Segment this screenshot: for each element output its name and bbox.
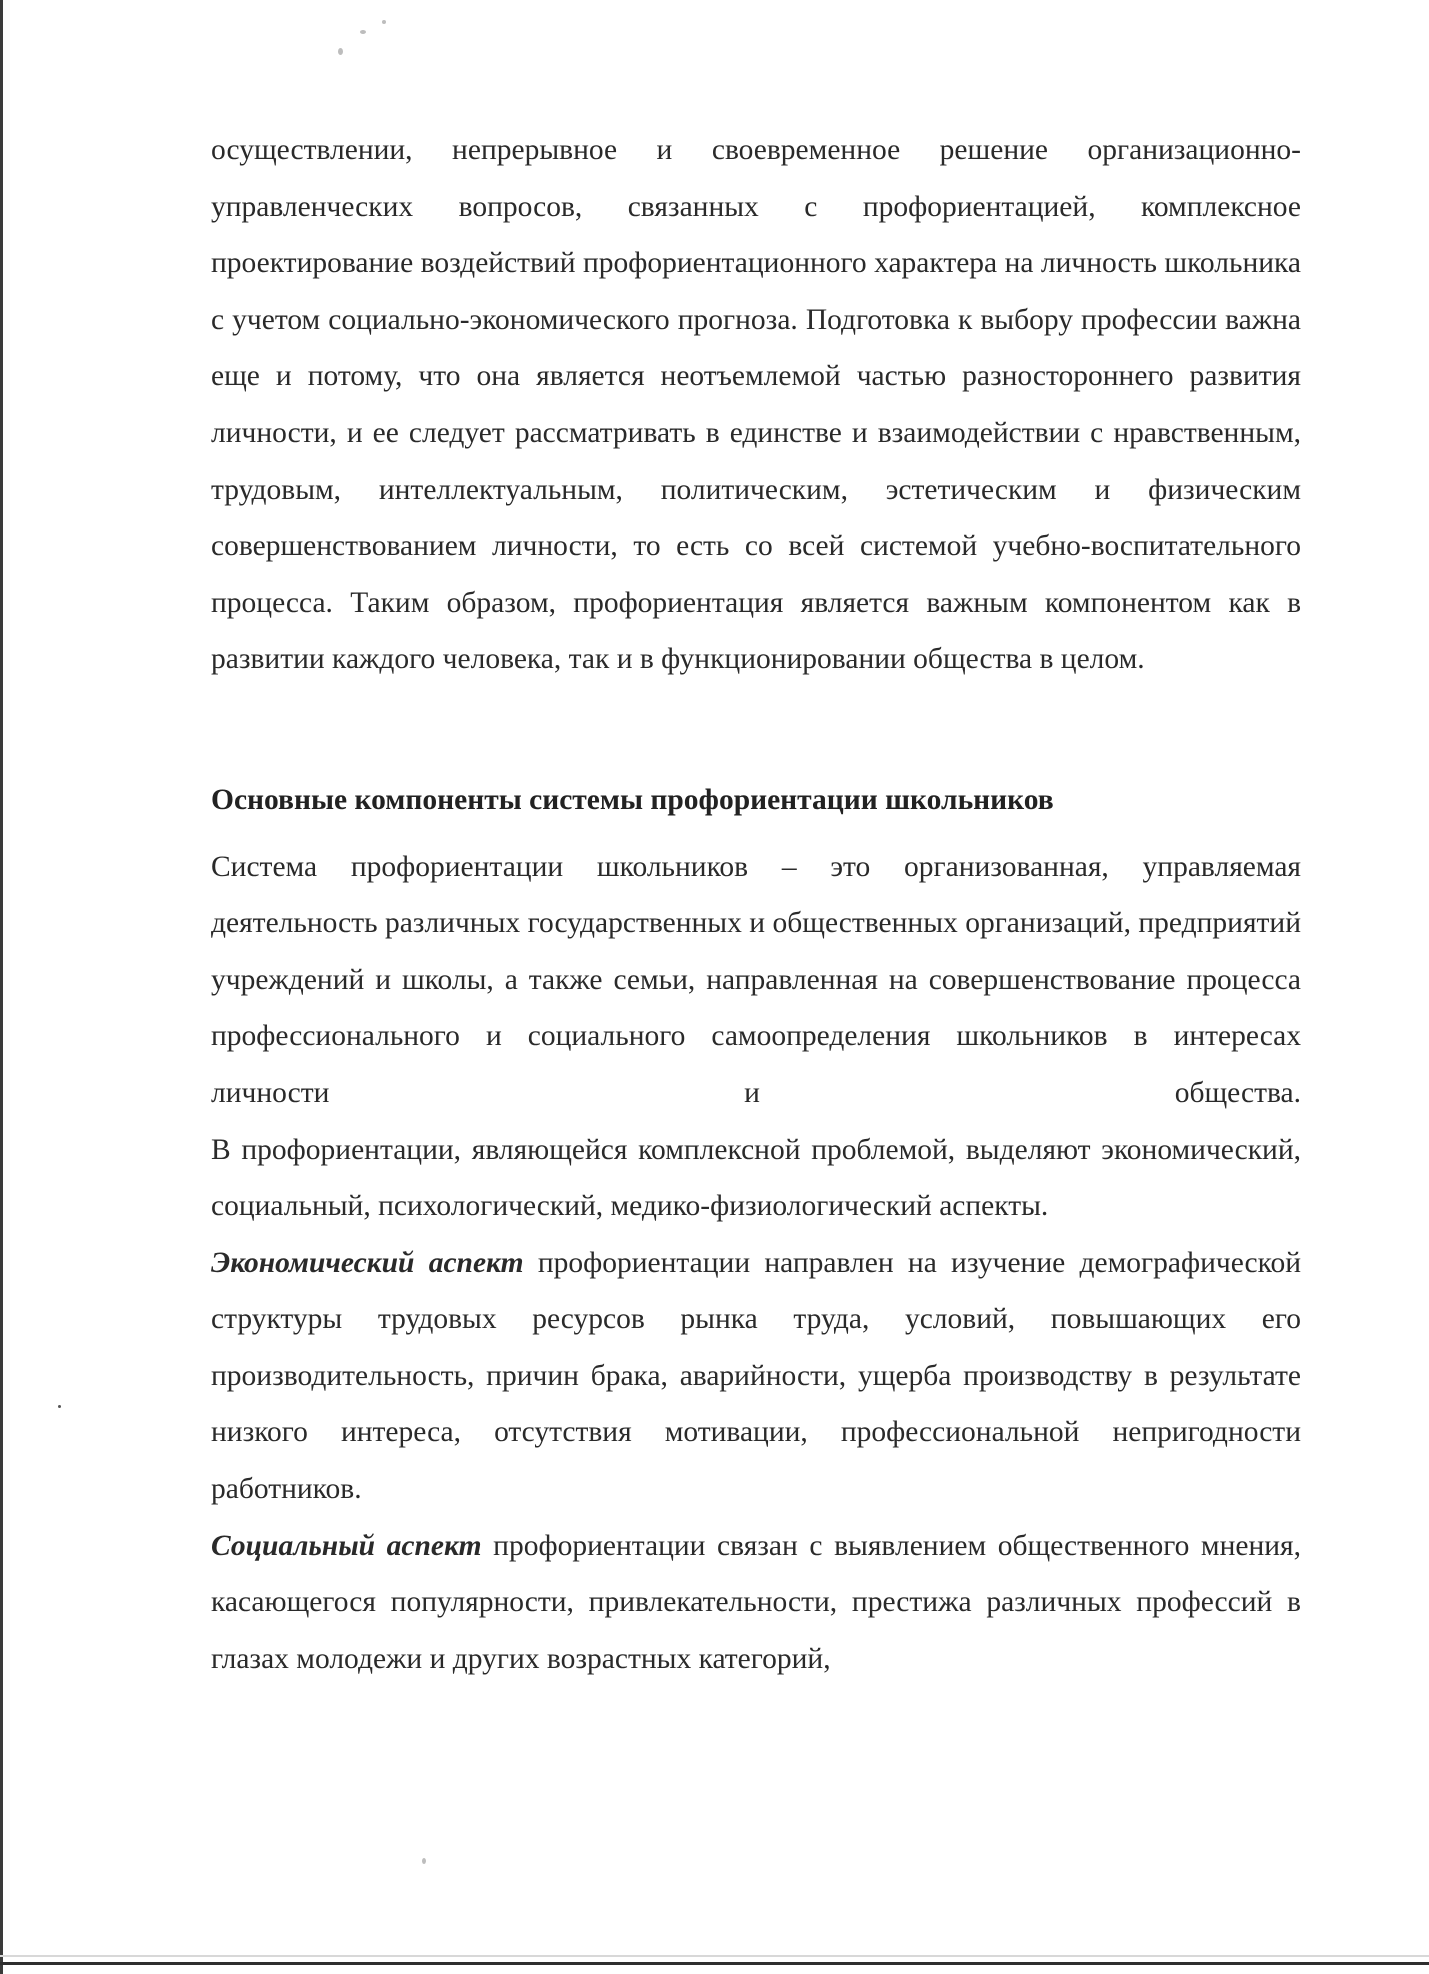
scan-edge-left (0, 0, 3, 1974)
scan-speck (360, 30, 366, 34)
system-paragraph-part1: Система профориентации школьников – это организованная, управляемая деятельность различных государственных и общественных организаций, предприятий учреждений и школы, а также семьи, направленная на совершенствование процесса профессионального и социального самоопределения школьников в интересах личности и общества. (211, 850, 1301, 1109)
social-aspect-text: профориентации связан с выявлением общественного мнения, касающегося популярности, привлекательности, престижа различных профессий в глазах молодежи и других возрастных категорий, (211, 1529, 1302, 1675)
scan-speck (58, 1405, 61, 1408)
system-paragraph-part2: В профориентации, являющейся комплексной проблемой, выделяют экономический, социальный, психологический, медико-физиологический аспекты. (211, 1133, 1301, 1223)
page-content (211, 122, 1301, 1687)
section-heading: Основные компоненты системы профориентации школьников (211, 783, 1054, 816)
economic-aspect-term: Экономический аспект (211, 1246, 524, 1279)
economic-aspect-paragraph (211, 1235, 1301, 1518)
scan-speck (338, 48, 343, 55)
scan-speck (382, 20, 386, 24)
scan-edge-bottom-shadow (0, 1955, 1429, 1957)
social-aspect-term: Социальный аспект (211, 1529, 482, 1562)
economic-aspect-text: профориентации направлен на изучение демографической структуры трудовых ресурсов рынка труда, условий, повышающих его производительность, причин брака, аварийности, ущерба производству в результате низкого интереса, отсутствия мотивации, профессиональной непригодности работников. (211, 1246, 1301, 1506)
economic-aspect-line (211, 1235, 1301, 1518)
system-paragraph (211, 839, 1301, 1235)
scan-edge-bottom (0, 1962, 1429, 1965)
social-aspect-paragraph (211, 1518, 1301, 1688)
intro-paragraph: осуществлении, непрерывное и своевременное решение организационно-управленческих вопросов, связанных с профориентацией, комплексное проектирование воздействий профориентационного характера на личность школьника с учетом социально-экономического прогноза. Подготовка к выбору профессии важна еще и потому, что она является неотъемлемой частью разностороннего развития личности, и ее следует рассматривать в единстве и взаимодействии с нравственным, трудовым, интеллектуальным, политическим, эстетическим и физическим совершенствованием личности, то есть со всей системой учебно-воспитательного процесса. Таким образом, профориентация является важным компонентом как в развитии каждого человека, так и в функционировании общества в целом. (211, 134, 1301, 676)
scan-speck (422, 1858, 426, 1864)
